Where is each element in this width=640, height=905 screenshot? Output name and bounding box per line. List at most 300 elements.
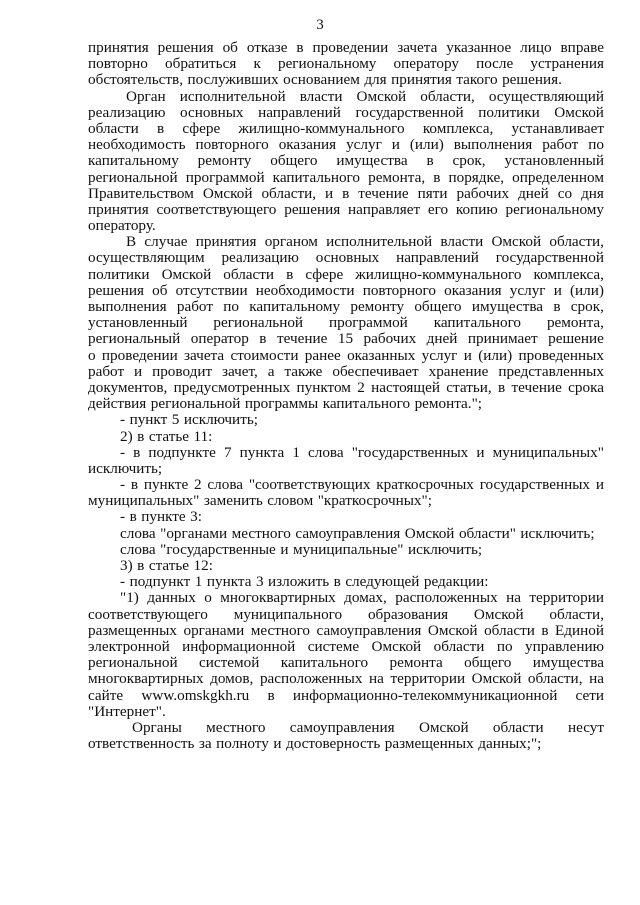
word: указанное (446, 40, 512, 56)
word: работ (176, 299, 213, 315)
word: осуществляющим (88, 250, 205, 267)
word: рабочих (456, 185, 510, 202)
word: и (476, 444, 485, 461)
text-line (88, 445, 604, 461)
word: ремонту (350, 299, 405, 315)
word: многоквартирных (88, 671, 204, 688)
word: пяти (417, 185, 448, 202)
word: ремонта, (546, 315, 604, 332)
word: зачета (397, 40, 438, 56)
word: государственных (479, 477, 591, 494)
word: Омской (371, 638, 422, 655)
word: устанавливает (511, 120, 604, 137)
word: решения. (502, 72, 562, 89)
word: программой (328, 315, 408, 332)
word: слова (308, 444, 344, 461)
word: дней (426, 331, 458, 348)
word: работ (88, 363, 125, 380)
text-line (88, 461, 604, 477)
word: "краткосрочных"; (317, 493, 432, 510)
word: пунктом (296, 379, 351, 396)
word: В (126, 234, 137, 251)
word: региональной (150, 396, 241, 413)
word: принятия (391, 72, 452, 89)
word: на (589, 671, 604, 688)
text-line (88, 590, 604, 606)
word: краткосрочных (376, 477, 474, 494)
word: "органами (160, 525, 228, 542)
word: оператору. (88, 218, 156, 235)
word: ответственность (88, 736, 195, 753)
word: отказе (246, 40, 288, 56)
word: и (134, 363, 143, 380)
word: в (137, 558, 145, 574)
word: реализацию (221, 250, 299, 267)
word: государственной (355, 104, 464, 121)
word: пункта (239, 444, 285, 461)
word: в (426, 153, 434, 170)
word: государственной (495, 250, 604, 267)
word: слова (120, 525, 156, 542)
word: капитального (280, 655, 369, 672)
word: имущества (532, 655, 604, 672)
text-line (88, 234, 604, 250)
word: 1 (292, 444, 300, 461)
text-line (88, 639, 604, 655)
word: проведенных (518, 347, 604, 364)
word: решения (157, 40, 214, 56)
text-line (88, 186, 604, 202)
word: срока (568, 379, 604, 396)
word: 3 (255, 574, 264, 591)
word: выполнения (453, 137, 533, 154)
word: сфере (182, 120, 221, 137)
word: "соответствующих (248, 477, 371, 494)
word: 7 (223, 444, 232, 461)
word: "государственные (160, 541, 276, 558)
word: 11: (193, 428, 213, 445)
word: ремонту (197, 153, 252, 170)
word: системой (199, 655, 260, 672)
word: исполнительной (179, 88, 286, 105)
word: 5 (171, 412, 180, 429)
word: Омской (418, 719, 469, 736)
word: территории (390, 671, 466, 688)
word: вправе (560, 40, 604, 56)
word: документов, (88, 379, 168, 396)
word: 12: (193, 558, 213, 574)
word: капитальному (88, 153, 179, 170)
word: и (463, 347, 472, 364)
word: самоуправления (295, 525, 401, 542)
word: комплекса, (422, 120, 494, 137)
word: и (280, 541, 289, 558)
word: Омской (161, 266, 212, 283)
word: политики (88, 266, 150, 283)
word: Омской (404, 525, 455, 542)
word: ранее (304, 347, 341, 364)
word: копию (455, 201, 498, 218)
word: в (342, 185, 350, 202)
word: основных (315, 250, 380, 267)
word: капитального (322, 396, 411, 413)
text-line (88, 267, 604, 283)
word: области (492, 719, 544, 736)
word: оператору (393, 56, 459, 73)
text-line (88, 121, 604, 137)
word: общего (464, 655, 512, 672)
word: и (273, 736, 282, 753)
word: региональному (277, 56, 377, 73)
text-line (88, 655, 604, 671)
word: в (296, 40, 304, 56)
text-line (88, 704, 604, 720)
text-line (88, 412, 604, 428)
word: словом (267, 493, 314, 510)
word: региональной (213, 315, 304, 332)
word: в (259, 331, 267, 348)
word: домов, (210, 671, 254, 688)
word: достоверность (285, 736, 381, 753)
word: срок, (452, 153, 486, 170)
word: решение (548, 331, 604, 348)
word: необходимость (88, 137, 186, 154)
word: самоуправления (289, 719, 395, 736)
word: области (88, 120, 139, 137)
word: повторного (362, 282, 436, 299)
word: в (137, 428, 145, 445)
word: после (476, 56, 514, 73)
text-line (88, 509, 604, 525)
word: информационной (182, 638, 296, 655)
word: области, (549, 234, 604, 251)
word: исполнительной (326, 234, 433, 251)
word: "1) (120, 590, 139, 607)
word: проведении (312, 40, 389, 56)
word: местного (250, 622, 311, 639)
text-line (88, 688, 604, 704)
text-line (88, 364, 604, 380)
word: самоуправления (316, 622, 422, 639)
word: принимает (467, 331, 538, 348)
word: течение (511, 379, 562, 396)
word: региональному (505, 201, 604, 218)
word: проводит (152, 363, 213, 380)
word: имущества (336, 153, 408, 170)
word: области, (527, 671, 583, 688)
word: порядке, (448, 169, 505, 186)
word: области (223, 266, 275, 283)
text-line (88, 558, 604, 574)
word: течение (276, 331, 328, 348)
word: Органы (132, 719, 182, 736)
word: в (541, 622, 549, 639)
word: 3) (120, 558, 133, 574)
word: послуживших (187, 72, 279, 89)
text-line (88, 250, 604, 266)
word: региональный (88, 331, 181, 348)
word: пункта (206, 574, 252, 591)
word: сети (575, 687, 604, 704)
text-line (88, 40, 604, 56)
word: пункте (141, 509, 186, 526)
word: выполнения (88, 299, 167, 315)
word: статье (148, 558, 190, 574)
word: такого (456, 72, 498, 89)
word: в (497, 379, 506, 396)
word: капитального (433, 315, 522, 332)
word: дня (581, 185, 604, 202)
word: ремонта (389, 655, 443, 672)
word: жилищно-коммунального (355, 266, 522, 283)
text-line (88, 283, 604, 299)
word: в (156, 120, 165, 137)
word: - (120, 412, 126, 429)
word: редакции: (423, 574, 489, 591)
word: соответствующего (88, 606, 208, 623)
word: - (120, 574, 126, 591)
word: оказания (278, 137, 337, 154)
word: действия (88, 396, 147, 413)
word: работ (542, 137, 579, 154)
word: необходимости (255, 282, 355, 299)
word: муниципального (233, 606, 343, 623)
word: соответствующего (156, 201, 277, 218)
word: муниципальных" (88, 493, 200, 510)
word: размещенных (384, 736, 474, 753)
word: сфере (305, 266, 344, 283)
text-line (88, 671, 604, 687)
word: определенном (512, 169, 604, 186)
word: жилищно-коммунального (238, 120, 405, 137)
word: политики (478, 104, 540, 121)
word: и (325, 185, 334, 202)
word: общего (270, 153, 318, 170)
word: отсутствии (175, 282, 248, 299)
word: ремонта."; (414, 396, 483, 413)
word: оператор (190, 331, 249, 348)
text-line (88, 315, 604, 331)
word: статье (148, 428, 190, 445)
word: в (130, 477, 139, 494)
text-line (88, 736, 604, 752)
text-line (88, 105, 604, 121)
word: информационно-телекоммуникационной (292, 687, 558, 704)
word: по (496, 638, 513, 655)
word: обстоятельств, (88, 72, 184, 89)
word: его (427, 201, 449, 218)
word: решения (88, 282, 145, 299)
word: хранение (428, 363, 489, 380)
word: образования (367, 606, 449, 623)
word: о (204, 590, 212, 607)
word: принятия (88, 201, 149, 218)
word: настоящей (371, 379, 440, 396)
word: данных;"; (478, 736, 542, 753)
word: органом (264, 234, 318, 251)
word: 1 (194, 574, 203, 591)
word: 3: (190, 509, 202, 526)
word: расположенных (395, 590, 498, 607)
word: системе (307, 638, 360, 655)
word: услуг (346, 137, 382, 154)
word: слова (207, 477, 244, 494)
word: заменить (203, 493, 263, 510)
word: лицо (520, 40, 552, 56)
word: 2 (357, 379, 365, 396)
word: территории (529, 590, 604, 607)
text-line (88, 526, 604, 542)
word: осуществляющий (488, 88, 604, 105)
word: со (557, 185, 573, 202)
word: Единой (555, 622, 604, 639)
word: программы (244, 396, 319, 413)
word: установленный (504, 153, 604, 170)
word: и (553, 282, 562, 299)
word: услуг (509, 282, 546, 299)
word: случае (144, 234, 188, 251)
word: к (253, 56, 261, 73)
word: в (267, 687, 275, 704)
text-line (88, 299, 604, 315)
word: в (553, 299, 561, 315)
word: Омской (554, 104, 604, 121)
word: размещенных (88, 622, 177, 639)
word: об (152, 282, 168, 299)
text-line (88, 331, 604, 347)
word: для (364, 72, 387, 89)
word: за (198, 736, 212, 753)
word: зачет, (222, 363, 258, 380)
document-body (88, 40, 604, 752)
word: в (333, 574, 341, 591)
word: по (223, 299, 239, 315)
word: решения (284, 201, 341, 218)
word: Омской (473, 606, 524, 623)
text-line (88, 607, 604, 623)
word: основанием (283, 72, 360, 89)
word: направлений (396, 250, 479, 267)
word: установленный (88, 315, 188, 332)
word: и (595, 477, 604, 494)
word: на (369, 671, 384, 688)
word: Омской (491, 234, 542, 251)
word: региональной (88, 655, 178, 672)
text-line (88, 56, 604, 72)
word: органами (183, 622, 245, 639)
word: о (88, 347, 96, 364)
word: программой (185, 169, 265, 186)
word: электронной (88, 638, 170, 655)
word: об (222, 40, 238, 56)
word: обратиться (165, 56, 237, 73)
text-line (88, 542, 604, 558)
word: также (284, 363, 323, 380)
word: Омской (356, 88, 407, 105)
word: реализацию (88, 104, 166, 121)
word: области, (549, 606, 604, 623)
word: зачета (184, 347, 225, 364)
word: (или) (478, 347, 513, 364)
text-line (88, 429, 604, 445)
text-line (88, 477, 604, 493)
word: общего (414, 299, 462, 315)
word: основных (180, 104, 244, 121)
word: муниципальные" (292, 541, 404, 558)
word: Орган (126, 88, 166, 105)
word: местного (231, 525, 291, 542)
word: а (267, 363, 275, 380)
word: исключить; (88, 460, 163, 477)
word: расположенных (259, 671, 363, 688)
word: власти (299, 88, 343, 105)
word: направлений (258, 104, 341, 121)
word: по (588, 137, 604, 154)
word: пункте (143, 477, 189, 494)
word: изложить (268, 574, 330, 591)
word: повторно (88, 56, 148, 73)
word: оказанных (347, 347, 416, 364)
word: области (484, 622, 535, 639)
word: 2 (194, 477, 202, 494)
word: области, (261, 185, 317, 202)
page-number: 3 (316, 17, 324, 33)
word: области (433, 638, 485, 655)
word: данных (147, 590, 196, 607)
word: принятия (195, 234, 257, 251)
word: муниципальных" (492, 444, 604, 461)
word: в (286, 266, 294, 283)
word: стоимости (230, 347, 299, 364)
word: направляет (348, 201, 421, 218)
word: власти (440, 234, 484, 251)
word: 2) (120, 428, 133, 445)
word: управлению (525, 638, 604, 655)
text-line (88, 153, 604, 169)
text-line (88, 623, 604, 639)
text-line (88, 380, 604, 396)
word: в (133, 444, 141, 461)
word: "Интернет". (88, 703, 166, 720)
word: статьи, (446, 379, 492, 396)
word: дней (518, 185, 549, 202)
word: местного (206, 719, 266, 736)
word: - (120, 509, 126, 526)
word: оказания (444, 282, 502, 299)
word: течение (358, 185, 409, 202)
word: принятия (88, 40, 149, 56)
text-line (88, 348, 604, 364)
text-line (88, 72, 604, 88)
text-line (88, 170, 604, 186)
word: следующей (345, 574, 420, 591)
word: комплекса, (533, 266, 604, 283)
word: устранения (530, 56, 604, 73)
word: проведении (101, 347, 178, 364)
text-line (88, 218, 604, 234)
word: - (120, 444, 126, 461)
word: (или) (409, 137, 444, 154)
word: срок, (570, 299, 604, 315)
word: Правительством (88, 185, 194, 202)
word: ремонта, (368, 169, 426, 186)
word: капитальному (249, 299, 341, 315)
word: имущества (471, 299, 544, 315)
word: представленных (498, 363, 604, 380)
word: сайте (88, 687, 124, 704)
text-line (88, 89, 604, 105)
word: области" (458, 525, 516, 542)
